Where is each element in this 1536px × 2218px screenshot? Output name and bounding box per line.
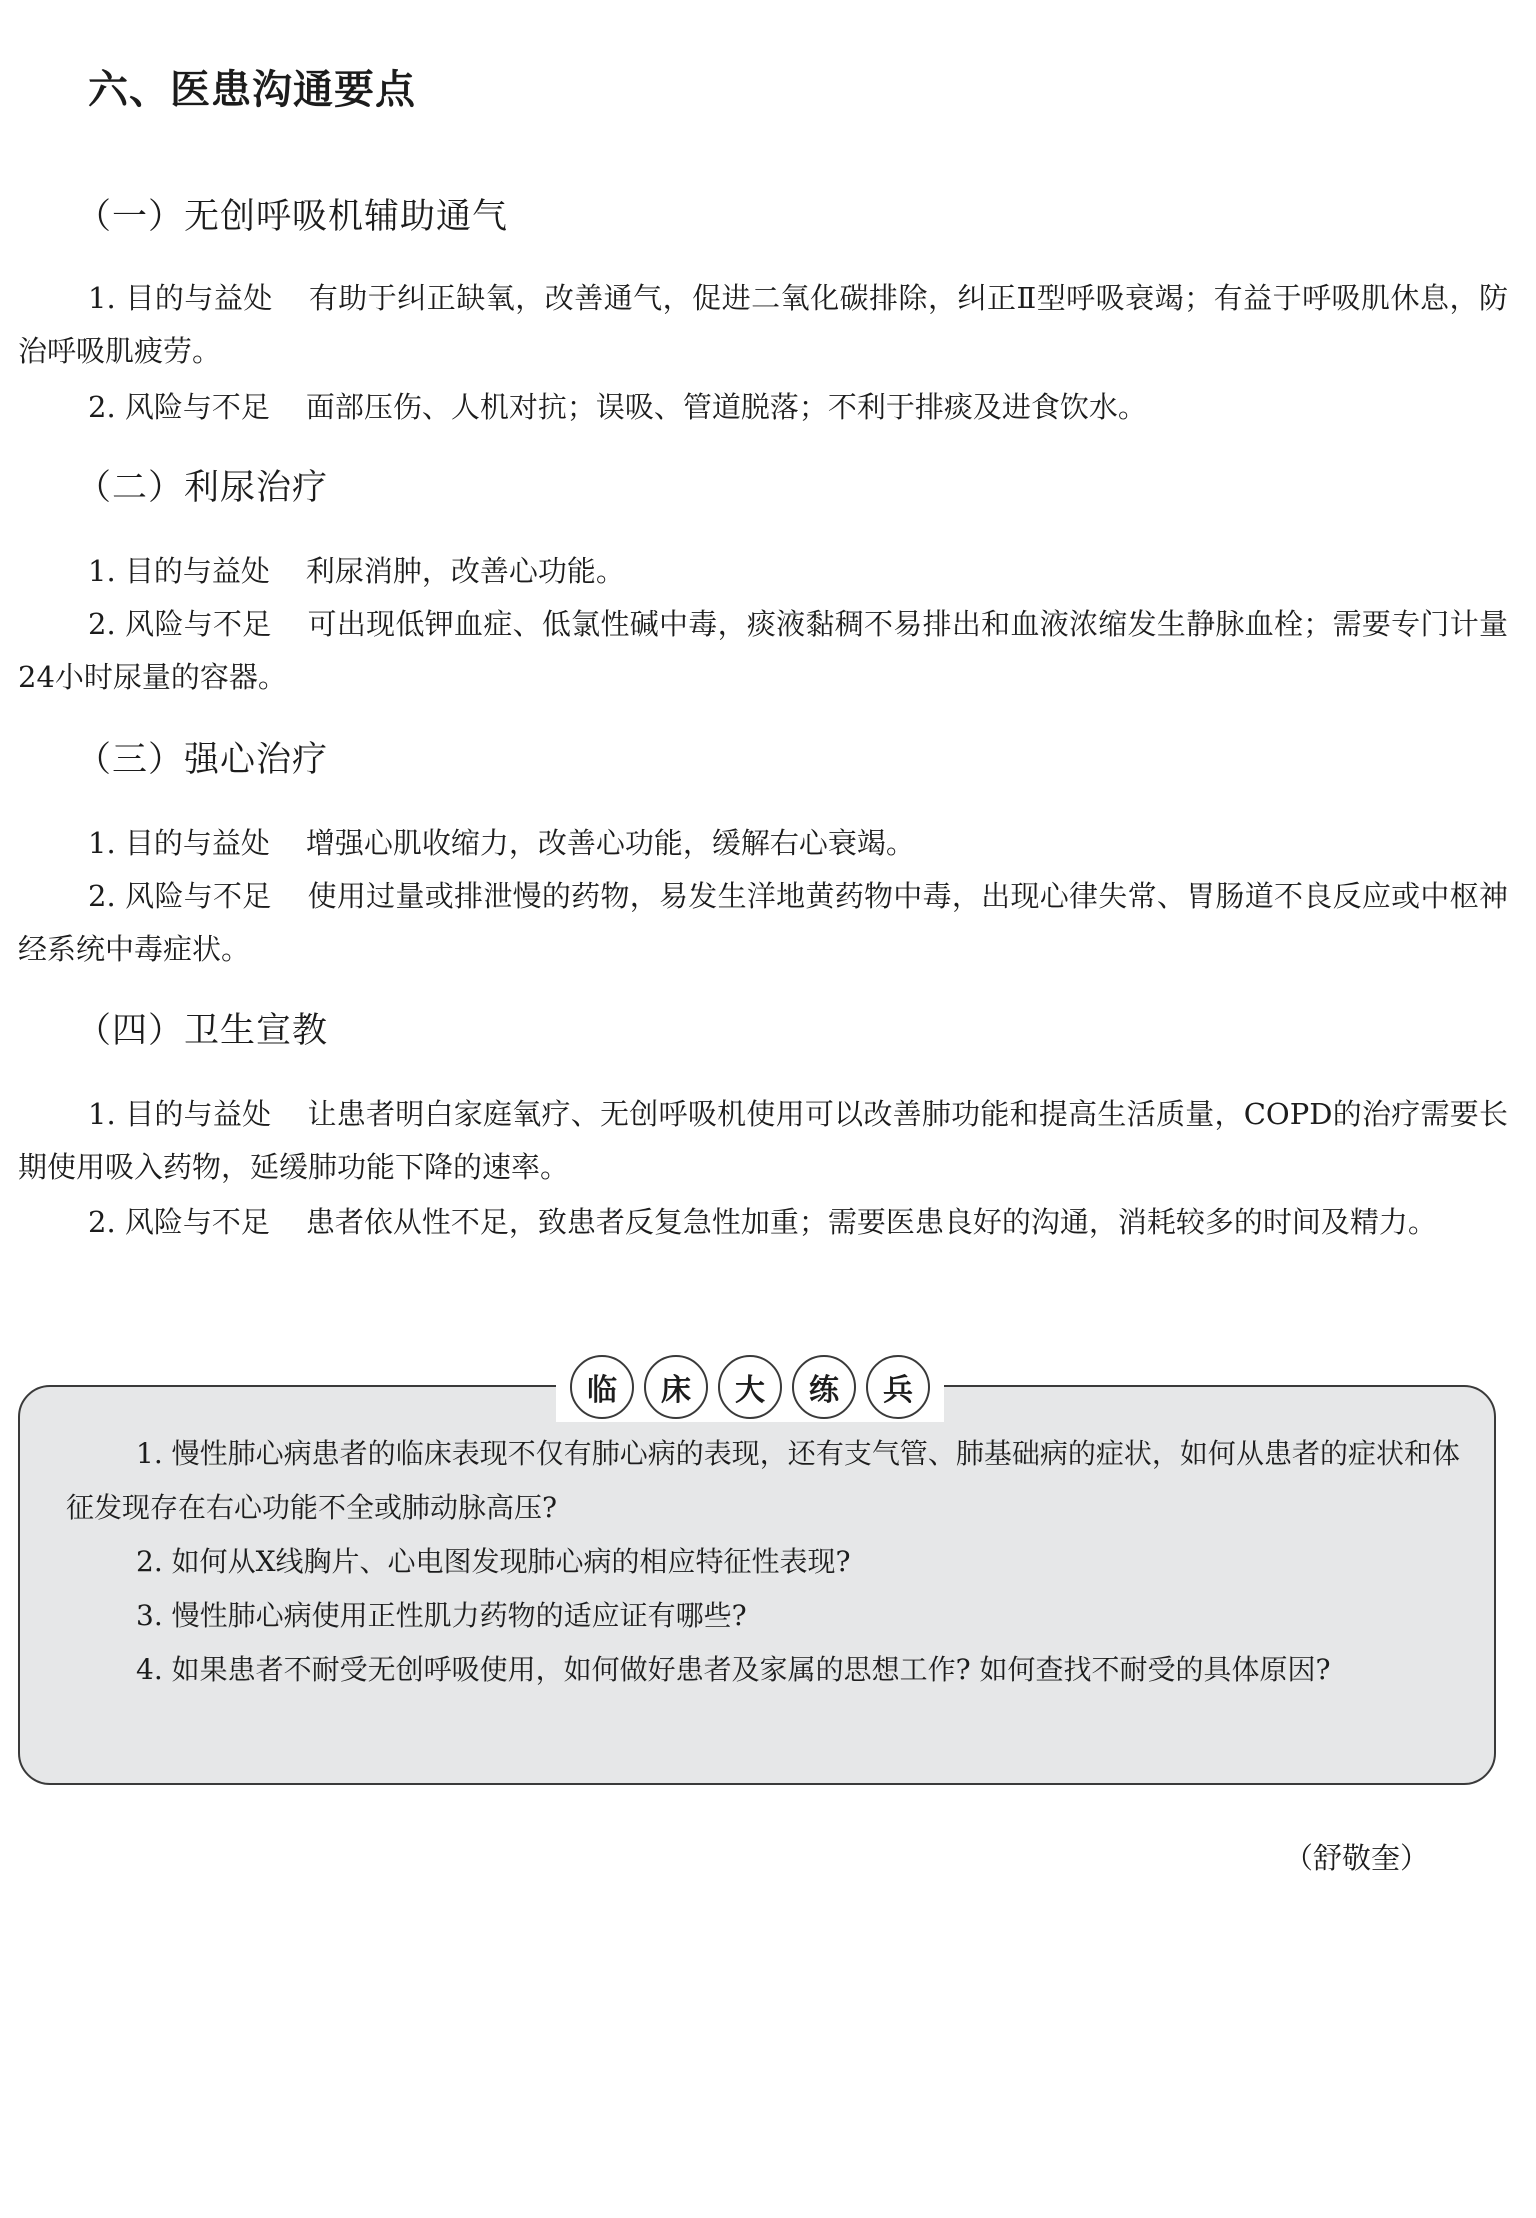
author-credit: （舒敬奎） (1284, 1841, 1430, 1875)
title-char-circle: 大 (718, 1355, 782, 1419)
section-4-item-1 (18, 1088, 1508, 1194)
practice-question-1: 1. 慢性肺心病患者的临床表现不仅有肺心病的表现，还有支气管、肺基础病的症状，如何从患者的症状和体征发现存在右心功能不全或肺动脉高压? (66, 1437, 1460, 1524)
item-text: 让患者明白家庭氧疗、无创呼吸机使用可以改善肺功能和提高生活质量，COPD的治疗需要长期使用吸入药物，延缓肺功能下降的速率。 (18, 1097, 1509, 1184)
item-label: 2. 风险与不足 (88, 879, 272, 913)
section-heading-2: （二）利尿治疗 (76, 468, 329, 508)
practice-question-3: 3. 慢性肺心病使用正性肌力药物的适应证有哪些? (136, 1599, 747, 1632)
item-label: 2. 风险与不足 (88, 607, 272, 641)
title-char-circle: 练 (792, 1355, 856, 1419)
item-text: 利尿消肿，改善心功能。 (305, 554, 625, 588)
item-text: 使用过量或排泄慢的药物，易发生洋地黄药物中毒，出现心律失常、胃肠道不良反应或中枢神经系统中毒症状。 (18, 879, 1508, 966)
section-1-item-1 (18, 272, 1508, 378)
section-1-item-2 (18, 381, 1508, 434)
item-text: 可出现低钾血症、低氯性碱中毒，痰液黏稠不易排出和血液浓缩发生静脉血栓；需要专门计量24小时尿量的容器。 (18, 607, 1508, 694)
item-text: 面部压伤、人机对抗；误吸、管道脱落；不利于排痰及进食饮水。 (305, 390, 1147, 424)
section-2-item-2 (18, 598, 1508, 704)
section-heading-3: （三）强心治疗 (76, 740, 329, 780)
item-label: 1. 目的与益处 (88, 826, 270, 860)
practice-box-title (556, 1352, 944, 1422)
item-label: 1. 目的与益处 (88, 554, 270, 588)
item-text: 患者依从性不足，致患者反复急性加重；需要医患良好的沟通，消耗较多的时间及精力。 (305, 1205, 1437, 1239)
practice-question-2: 2. 如何从X线胸片、心电图发现肺心病的相应特征性表现? (136, 1545, 851, 1578)
section-heading-1: （一）无创呼吸机辅助通气 (76, 197, 509, 237)
item-label: 1. 目的与益处 (88, 281, 273, 315)
section-heading-4: （四）卫生宣教 (76, 1011, 329, 1051)
practice-question-4: 4. 如果患者不耐受无创呼吸使用，如何做好患者及家属的思想工作? 如何查找不耐受的具体原因? (136, 1653, 1331, 1686)
item-text: 有助于纠正缺氧，改善通气，促进二氧化碳排除，纠正Ⅱ型呼吸衰竭；有益于呼吸肌休息，防治呼吸肌疲劳。 (18, 281, 1508, 368)
title-char-circle: 床 (644, 1355, 708, 1419)
item-label: 2. 风险与不足 (88, 390, 270, 424)
page-title: 六、医患沟通要点 (88, 67, 416, 113)
section-3-item-1 (18, 817, 1508, 870)
section-2-item-1 (18, 545, 1508, 598)
item-label: 1. 目的与益处 (88, 1097, 272, 1131)
title-char-circle: 兵 (866, 1355, 930, 1419)
section-4-item-2 (18, 1196, 1508, 1249)
item-text: 增强心肌收缩力，改善心功能，缓解右心衰竭。 (305, 826, 915, 860)
item-label: 2. 风险与不足 (88, 1205, 270, 1239)
title-char-circle: 临 (570, 1355, 634, 1419)
section-3-item-2 (18, 870, 1508, 976)
